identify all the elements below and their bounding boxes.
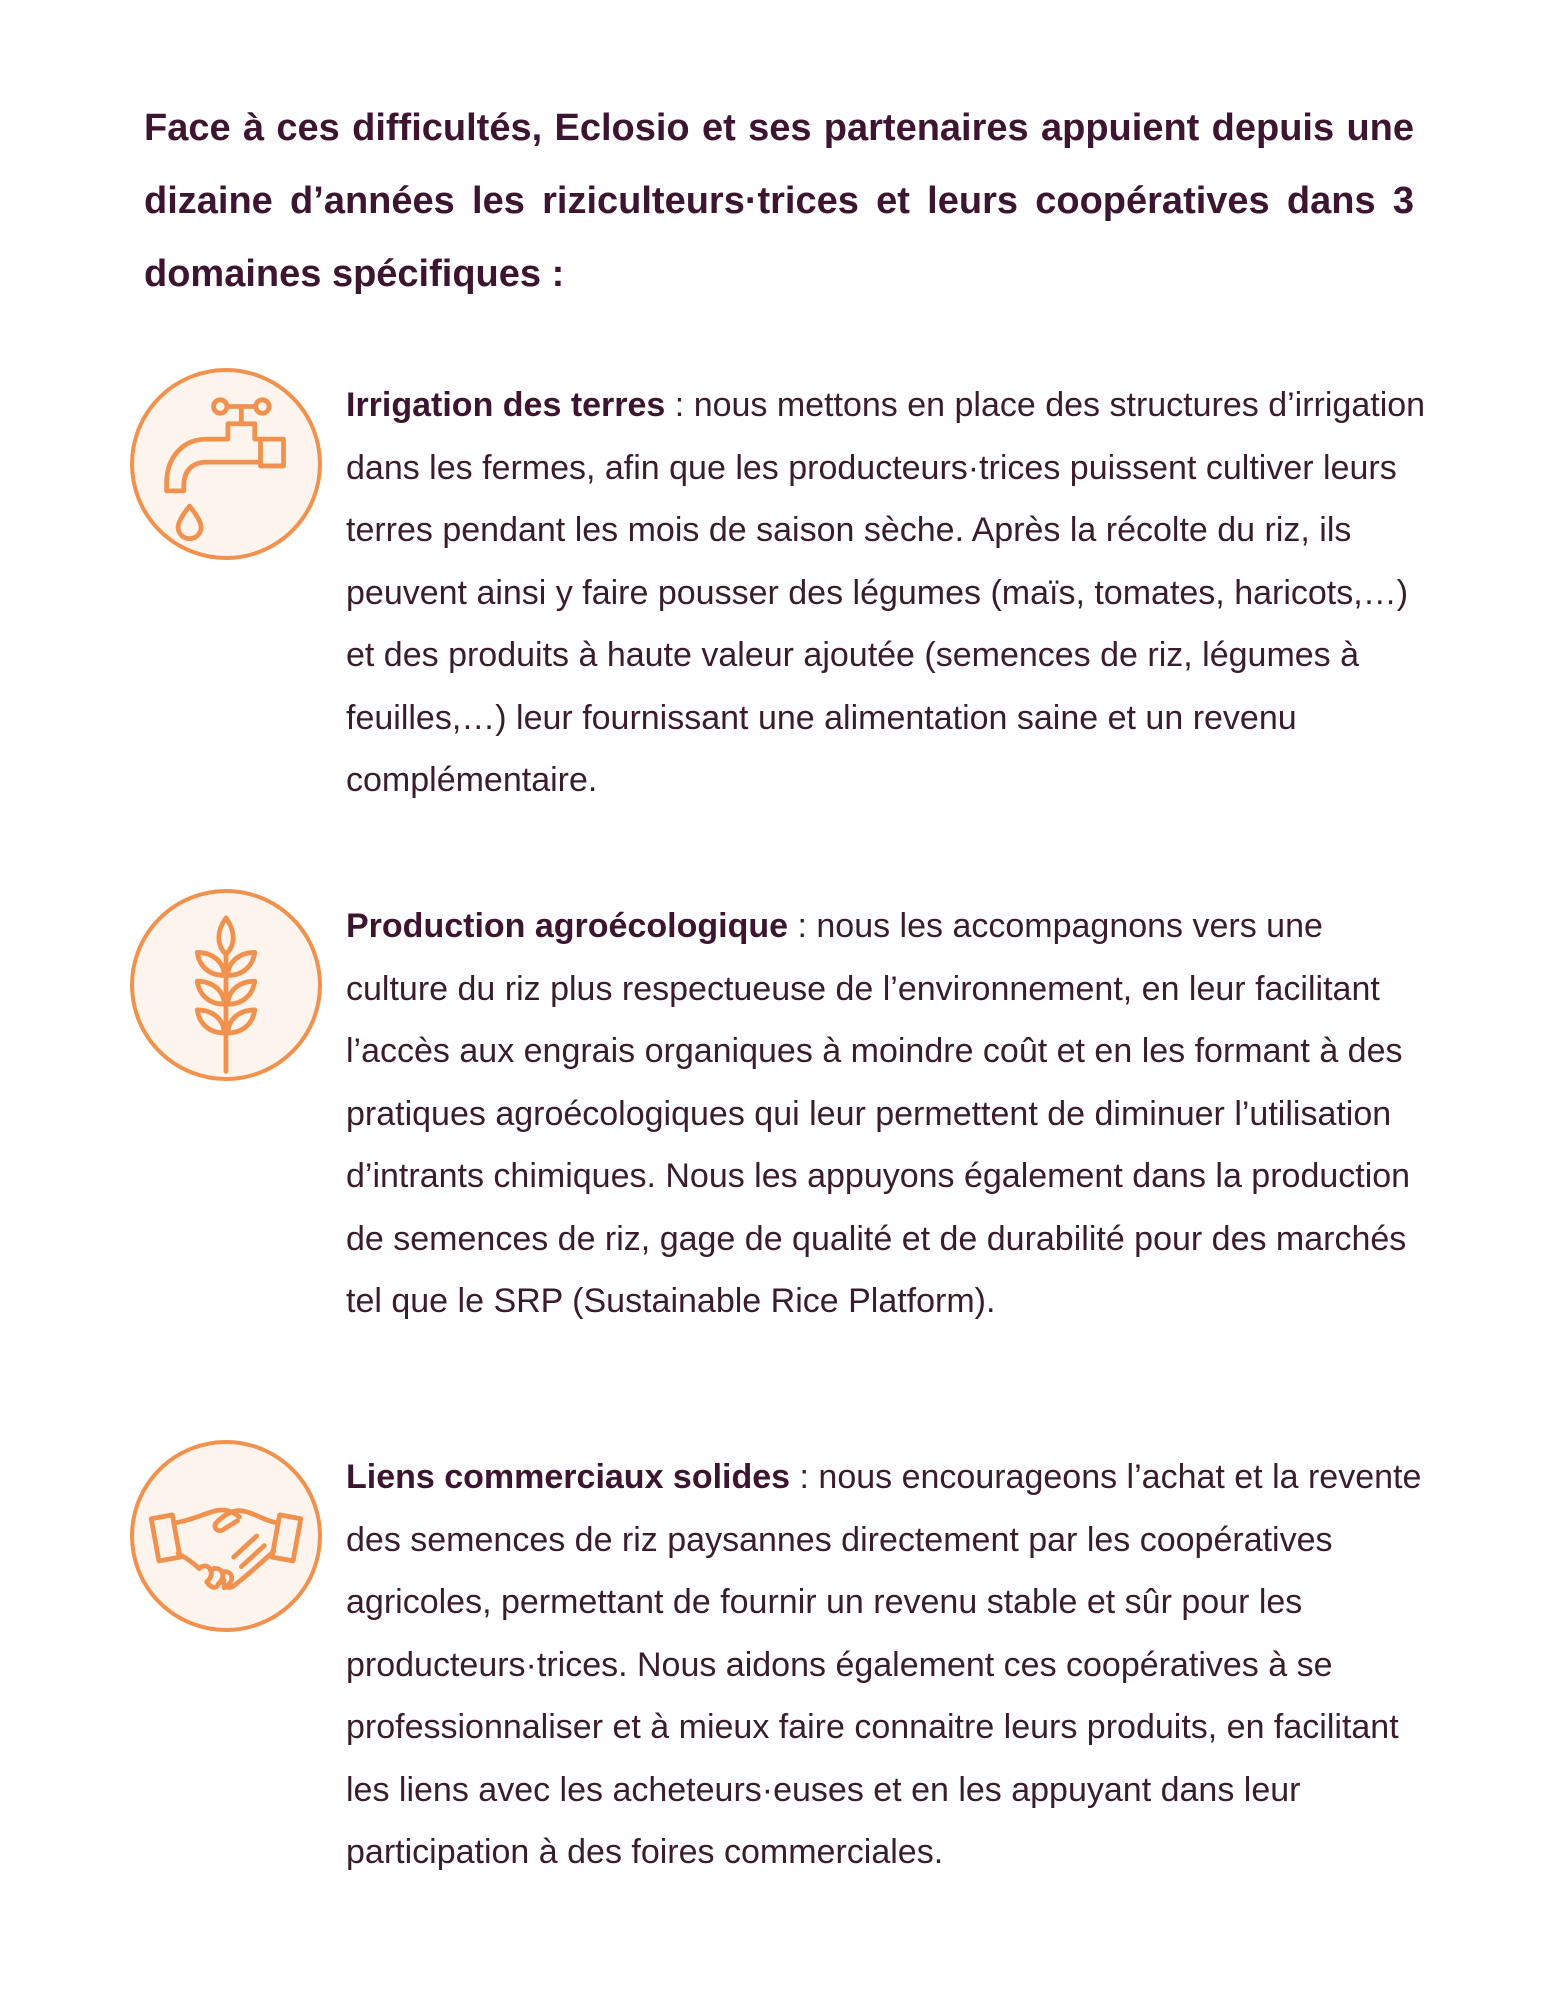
title-separator: : (788, 907, 817, 945)
title-separator: : (790, 1458, 819, 1496)
domain-title-commerce: Liens commerciaux solides (346, 1458, 791, 1496)
domain-text-irrigation (346, 374, 1426, 812)
handshake-icon (130, 1440, 322, 1632)
domain-text-agroecology (346, 895, 1426, 1333)
domain-text-commerce (346, 1446, 1426, 1884)
domain-title-agroecology: Production agroécologique (346, 907, 789, 945)
domain-title-irrigation: Irrigation des terres (346, 386, 666, 424)
wheat-plant-icon (130, 889, 322, 1081)
domain-body-agroecology: nous les accompagnons vers une culture du riz plus respectueuse de l’environnement, en leur facilitant l’accès aux engrais organiques à moindre coût et en les formant à des pratiques agroécologiques qui leur permettent de diminuer l’utilisation d’intrants chimiques. Nous les appuyons également dans la production de semences de riz, gage de qualité et de durabilité pour des marchés tel que le SRP (Sustainable Rice Platform). (346, 907, 1411, 1320)
water-tap-icon (130, 368, 322, 560)
title-separator: : (665, 386, 694, 424)
intro-paragraph: Face à ces difficultés, Eclosio et ses partenaires appuient depuis une dizaine d’années les riziculteurs·trices et leurs coopératives dans 3 domaines spécifiques : (144, 107, 1414, 295)
domain-body-irrigation: nous mettons en place des structures d’irrigation dans les fermes, afin que les producteurs·trices puissent cultiver leurs terres pendant les mois de saison sèche. Après la récolte du riz, ils peuvent ainsi y faire pousser des légumes (maïs, tomates, haricots,…) et des produits à haute valeur ajoutée (semences de riz, légumes à feuilles,…) leur fournissant une alimentation saine et un revenu complémentaire. (346, 386, 1426, 799)
domain-body-commerce: nous encourageons l’achat et la revente des semences de riz paysannes directement par les coopératives agricoles, permettant de fournir un revenu stable et sûr pour les producteurs·trices. Nous aidons également ces coopératives à se professionnaliser et à mieux faire connaitre leurs produits, en facilitant les liens avec les acheteurs·euses et en les appuyant dans leur participation à des foires commerciales. (346, 1458, 1422, 1871)
